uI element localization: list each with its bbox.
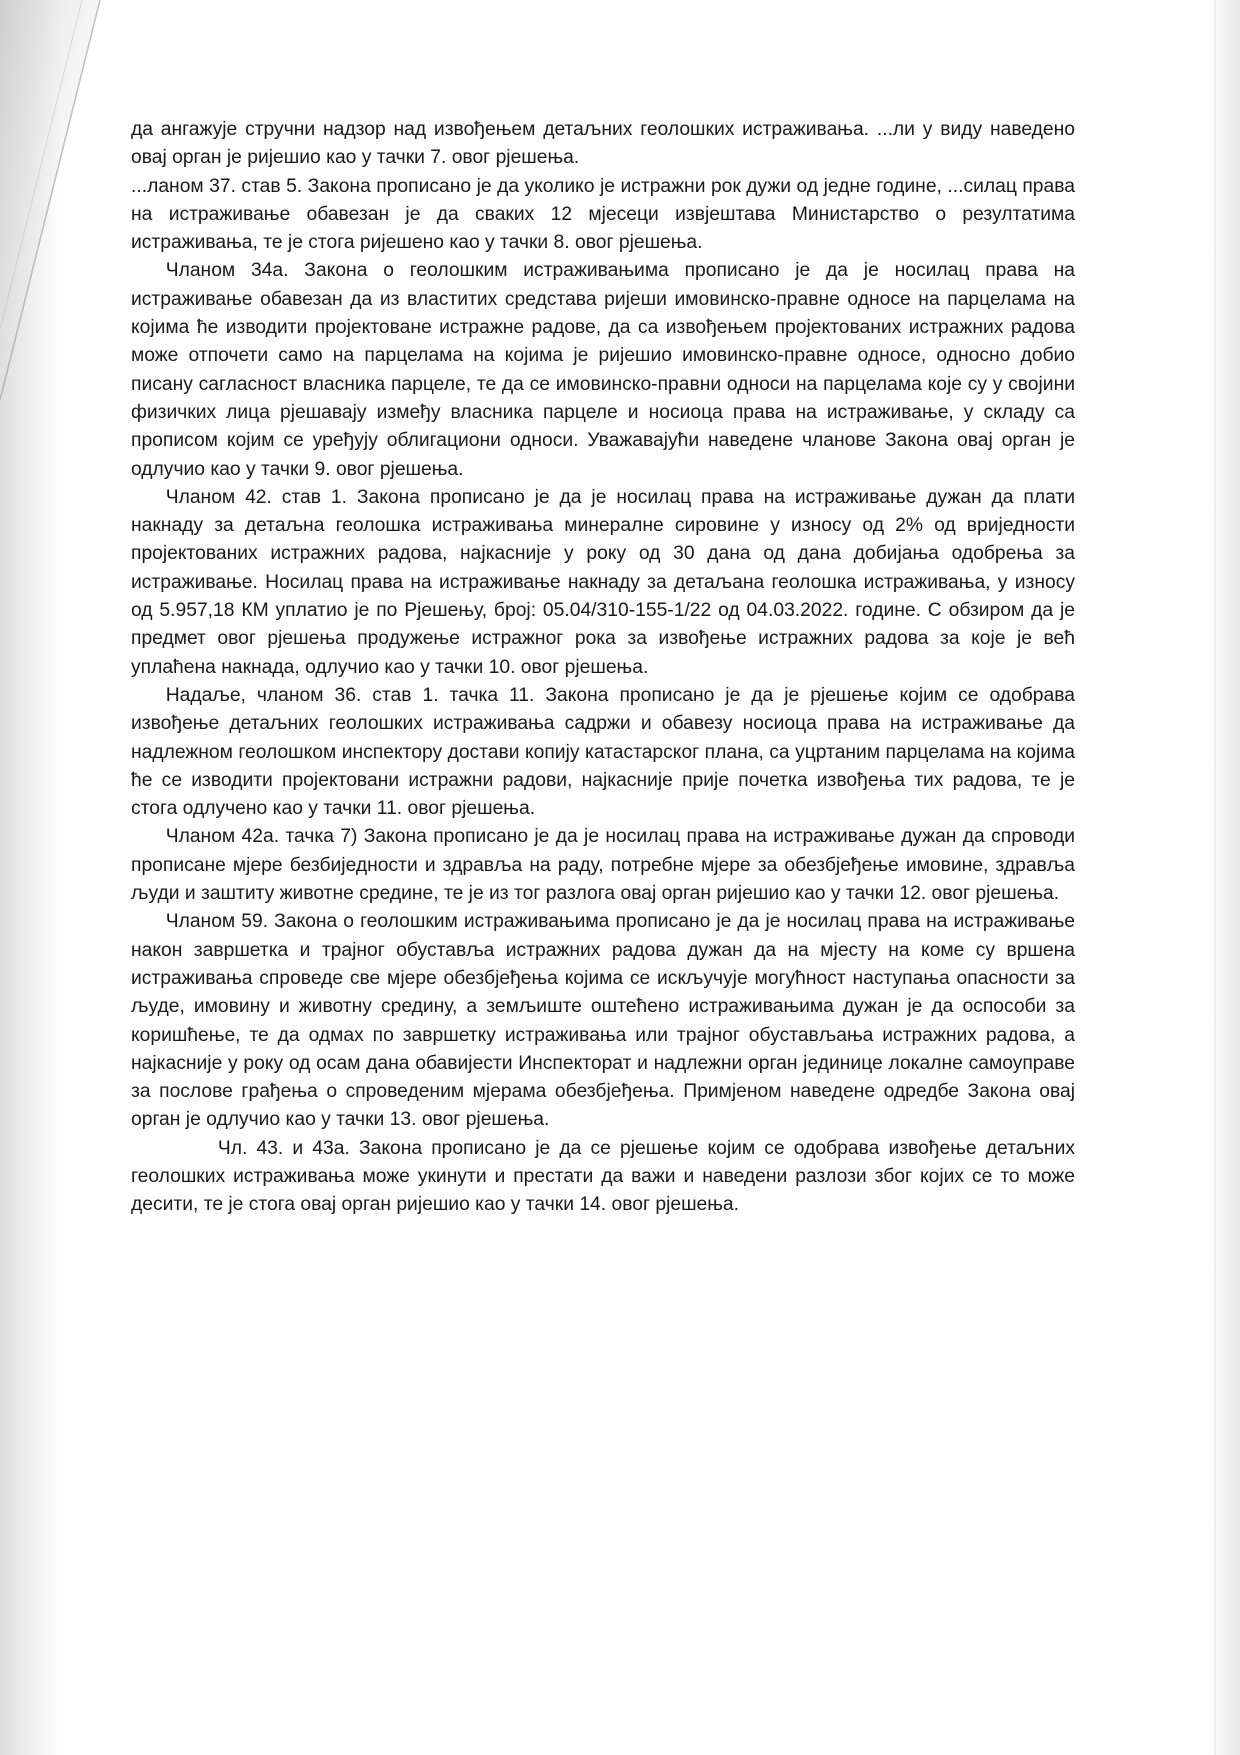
paragraph-5: Надаље, чланом 36. став 1. тачка 11. Закона прописано је да је рјешење којим се одобрава извођење детаљних геолошких истраживања садржи и обавезу носиоца права на истраживање да надлежном геолошком инспектору достави копију катастарског плана, са уцртаним парцелама на којима ће се изводити пројектовани истражни радови, најкасније прије почетка извођења тих радова, те је стога одлучено као у тачки 11. овог рјешења.	[131, 684, 1075, 820]
paragraph-4: Чланом 42. став 1. Закона прописано је да је носилац права на истраживање дужан да плати накнаду за детаљна геолошка истраживања минералне сировине у износу од 2% од вриједности пројектованих истражних радова, најкасније у року од 30 дана од дана добијања одобрења за истраживање. Носилац права на истраживање накнаду за детаљана геолошка истраживања, у износу од 5.957,18 КМ уплатио је по Рјешењу, број: 05.04/310-155-1/22 од 04.03.2022. године. С обзиром да је предмет овог рјешења продужење истражног рока за извођење истражних радова за које је већ уплаћена накнада, одлучио као у тачки 10. овог рјешења.	[131, 486, 1075, 678]
document-body	[131, 116, 1075, 1220]
paragraph-7: Чланом 59. Закона о геолошким истраживањима прописано је да је носилац права на истраживање након завршетка и трајног обуставља истражних радова дужан да на мјесту на коме су вршена истраживања спроведе све мјере обезбјеђења којима се искључује могућност наступања опасности за људе, имовину и животну средину, а земљиште оштећено истраживањима дужан је да оспособи за коришћење, те да одмах по завршетку истраживања или трајног обустављања истражних радова, а најкасније у року од осам дана обавијести Инспекторат и надлежни орган јединице локалне самоуправе за послове грађења о спроведеним мјерама обезбјеђења. Примјеном наведене одредбе Закона овај орган је одлучио као у тачки 13. овог рјешења.	[131, 911, 1075, 1131]
paragraph-6: Чланом 42а. тачка 7) Закона прописано је да је носилац права на истраживање дужан да спроводи прописане мјере безбиједности и здравља на раду, потребне мјере за обезбјеђење имовине, здравља људи и заштиту животне средине, те је из тог разлога овај орган ријешио као у тачки 12. овог рјешења.	[131, 826, 1075, 905]
paragraph-2: ...ланом 37. став 5. Закона прописано је да уколико је истражни рок дужи од једне године, ...силац права на истраживање обавезан је да сваких 12 мјесеци извјештава Министарство о резултатима истраживања, те је стога ријешено као у тачки 8. овог рјешења.	[131, 175, 1075, 254]
scan-shadow-left	[0, 0, 60, 1755]
paragraph-8: Чл. 43. и 43а. Закона прописано је да се рјешење којим се одобрава извођење детаљних геолошких истраживања може укинути и престати да важи и наведени разлози због којих се то може десити, те је стога овај орган ријешио као у тачки 14. овог рјешења.	[131, 1137, 1075, 1216]
paragraph-3: Чланом 34а. Закона о геолошким истраживањима прописано је да је носилац права на истраживање обавезан да из властитих средстава ријеши имовинско-правне односе на парцелама на којима ће изводити пројектоване истражне радове, да са извођењем пројектованих истражних радова може отпочети само на парцелама на којима је ријешио имовинско-правне односе, односно добио писану сагласност власника парцеле, те да се имовинско-правни односи на парцелама које су у својини физичких лица рјешавају између власника парцеле и носиоца права на истраживање, у складу са прописом којим се уређују облигациони односи. Уважавајући наведене чланове Закона овај орган је одлучио као у тачки 9. овог рјешења.	[131, 260, 1075, 480]
scan-shadow-right	[1210, 0, 1240, 1755]
paragraph-1: да ангажује стручни надзор над извођењем детаљних геолошких истраживања. ...ли у виду наведено овај орган је ријешио као у тачки 7. овог рјешења.	[131, 119, 1075, 169]
